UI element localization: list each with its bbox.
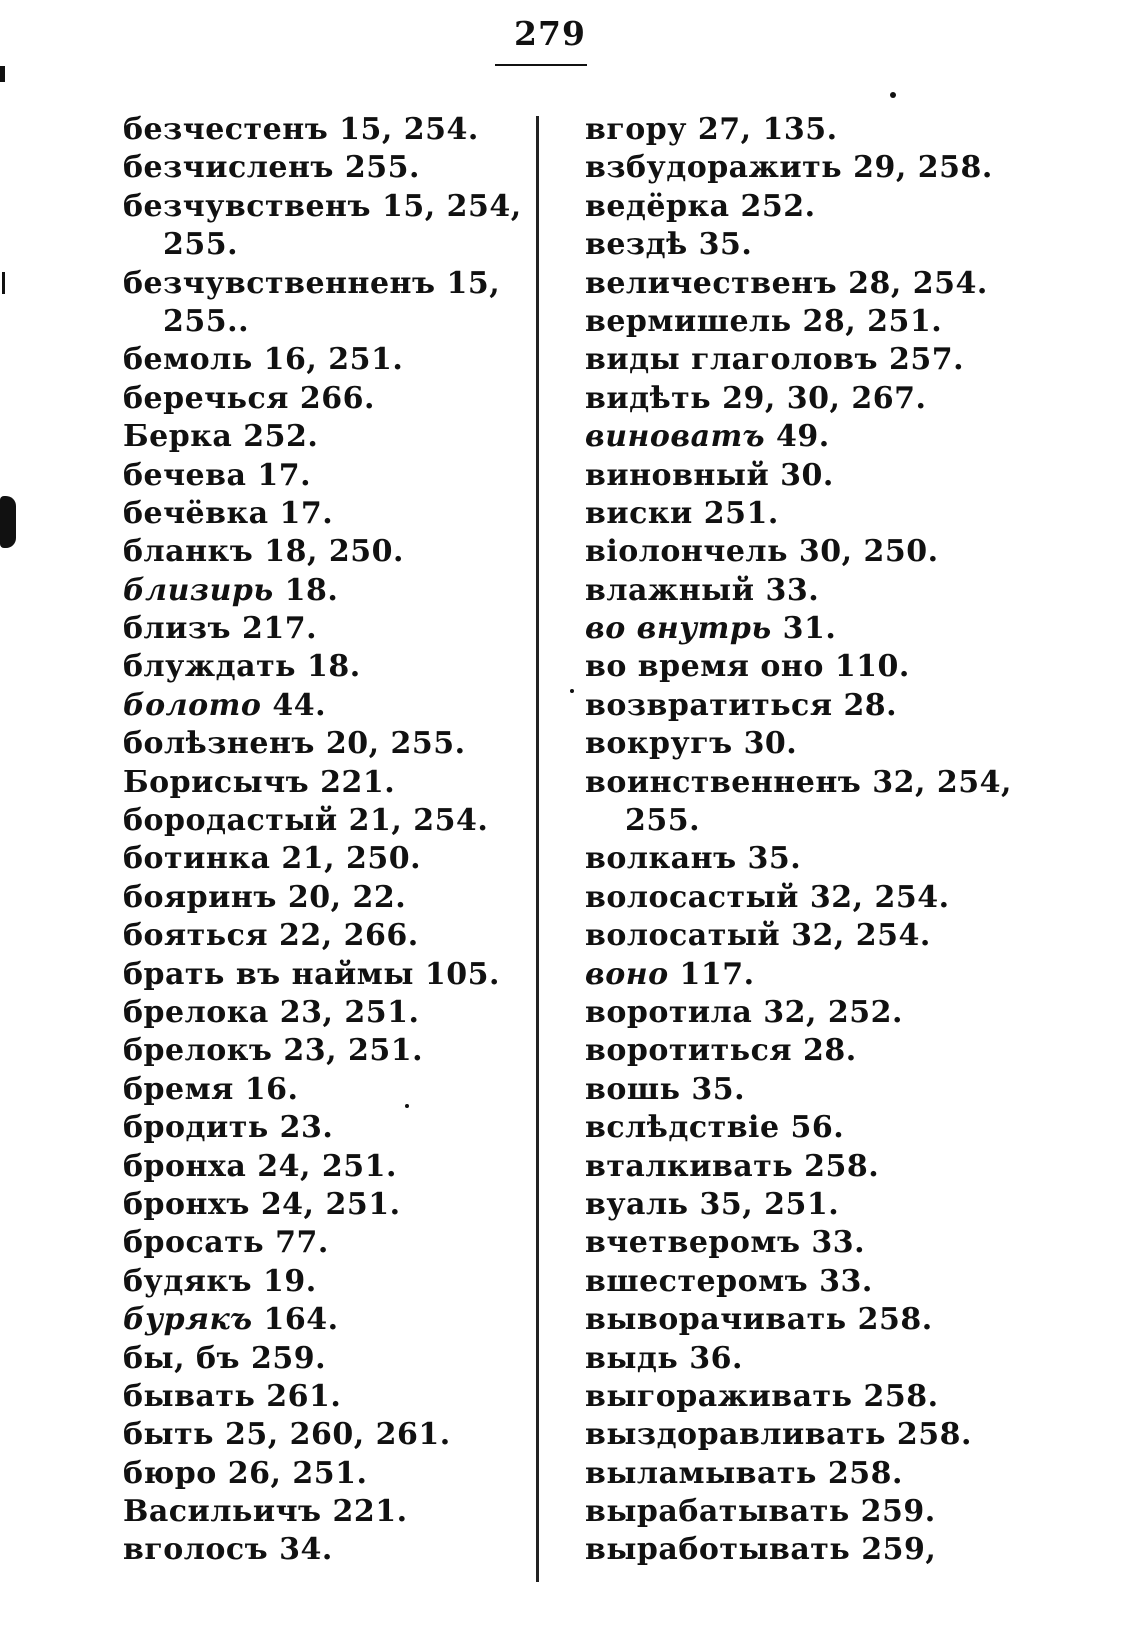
page-references: 259. — [860, 1494, 936, 1530]
index-entry — [585, 610, 1025, 648]
page-references: 221. — [332, 1494, 408, 1530]
index-term: блуждать — [123, 649, 297, 685]
index-entry — [123, 994, 523, 1032]
index-term: вошь — [585, 1071, 681, 1107]
index-entry — [585, 879, 1025, 917]
index-entry — [585, 1455, 1025, 1493]
page-number: 279 — [514, 14, 586, 53]
page-references: 255. — [163, 227, 239, 263]
page-references: 15, 254, — [381, 188, 522, 224]
index-term: выздоравливать — [585, 1417, 886, 1453]
index-entry — [585, 303, 1025, 341]
index-entry — [585, 572, 1025, 610]
index-entry — [123, 840, 523, 878]
index-term: бурякъ — [123, 1302, 253, 1338]
index-entry — [123, 380, 523, 418]
page-references: 23. — [279, 1110, 334, 1146]
index-term: вталкивать — [585, 1148, 794, 1184]
index-entry — [123, 1263, 523, 1301]
index-term: выворачивать — [585, 1302, 847, 1338]
page-references: 25, 260, 261. — [225, 1417, 451, 1453]
index-entry — [123, 226, 523, 264]
index-entry — [123, 149, 523, 187]
page-references: 26, 251. — [227, 1455, 368, 1491]
index-term: вездѣ — [585, 227, 688, 263]
index-term: вслѣдствіе — [585, 1110, 780, 1146]
index-term: брать въ наймы — [123, 956, 414, 992]
index-term: выработывать — [585, 1532, 851, 1568]
index-entry — [123, 764, 523, 802]
index-entry — [123, 495, 523, 533]
page-references: 33. — [765, 572, 820, 608]
index-entry — [585, 533, 1025, 571]
index-entry — [123, 1493, 523, 1531]
index-term: вермишель — [585, 303, 792, 339]
index-entry — [123, 1109, 523, 1147]
page-references: 18. — [284, 572, 339, 608]
index-term: Борисычъ — [123, 764, 310, 800]
index-term: бояться — [123, 918, 269, 954]
page-references: 258. — [896, 1417, 972, 1453]
index-term: бемоль — [123, 342, 253, 378]
binding-mark — [0, 66, 5, 82]
index-entry — [123, 1148, 523, 1186]
index-entry — [123, 572, 523, 610]
index-entry — [585, 764, 1025, 802]
index-entry — [123, 188, 523, 226]
index-term: безчувственненъ — [123, 265, 436, 301]
index-entry — [123, 1032, 523, 1070]
page-references: 24, 251. — [260, 1186, 401, 1222]
index-term: бросать — [123, 1225, 265, 1261]
index-entry — [123, 687, 523, 725]
page-references: 16, 251. — [263, 342, 404, 378]
index-entry — [123, 725, 523, 763]
index-entry — [585, 802, 1025, 840]
index-entry — [123, 1186, 523, 1224]
page-references: 15, — [446, 265, 501, 301]
index-term: воно — [585, 956, 669, 992]
index-term: выдь — [585, 1340, 679, 1376]
page-references: 252. — [243, 419, 319, 455]
index-term: влажный — [585, 572, 755, 608]
index-entry — [123, 1224, 523, 1262]
page-references: 258. — [827, 1455, 903, 1491]
index-term: болото — [123, 687, 262, 723]
index-entry — [585, 1071, 1025, 1109]
index-entry — [585, 341, 1025, 379]
index-entry — [585, 1416, 1025, 1454]
index-entry — [585, 1148, 1025, 1186]
index-entry — [585, 1109, 1025, 1147]
index-entry — [123, 956, 523, 994]
page-references: 32, 254. — [791, 918, 931, 954]
page-references: 32, 252. — [763, 994, 903, 1030]
left-index-column — [123, 111, 523, 1570]
index-entry — [123, 610, 523, 648]
page-references: 19. — [263, 1263, 317, 1299]
page-references: 29, 258. — [853, 150, 993, 186]
page-references: 259. — [250, 1340, 327, 1376]
page-references: 27, 135. — [697, 112, 838, 147]
index-term: воротиться — [585, 1033, 793, 1069]
index-entry — [123, 533, 523, 571]
index-entry — [123, 341, 523, 379]
index-term: бояринъ — [123, 879, 277, 915]
index-term: вголосъ — [123, 1532, 269, 1568]
page-references: 77. — [275, 1225, 329, 1261]
page-references: 24, 251. — [257, 1148, 397, 1184]
page-references: 164. — [263, 1302, 339, 1338]
page-references: 17. — [279, 495, 334, 531]
page-references: 255. — [625, 803, 701, 839]
index-term: безчисленъ — [123, 150, 334, 186]
binding-mark — [0, 496, 16, 548]
index-term: воротила — [585, 994, 753, 1030]
index-entry — [585, 1224, 1025, 1262]
index-entry — [585, 188, 1025, 226]
index-term: виновный — [585, 457, 770, 493]
page-references: 30. — [780, 457, 834, 493]
index-term: брелока — [123, 994, 269, 1030]
page-references: 35. — [691, 1071, 746, 1107]
page-references: 110. — [834, 649, 910, 685]
index-entry — [585, 1032, 1025, 1070]
index-term: вчетверомъ — [585, 1225, 801, 1261]
index-entry — [123, 418, 523, 456]
page-references: 22, 266. — [279, 918, 419, 954]
index-term: бремя — [123, 1071, 234, 1107]
page-references: 35, 251. — [699, 1186, 840, 1222]
index-term: бланкъ — [123, 534, 254, 570]
index-term: бечева — [123, 457, 247, 493]
index-term: вокругъ — [585, 726, 733, 762]
index-term: возвратиться — [585, 687, 833, 723]
index-entry — [585, 265, 1025, 303]
index-term: виноватъ — [585, 419, 766, 455]
index-entry — [123, 1071, 523, 1109]
page-references: 28. — [803, 1033, 857, 1069]
page-references: 257. — [888, 342, 965, 378]
index-term: Васильичъ — [123, 1494, 322, 1530]
index-term: бродить — [123, 1110, 269, 1146]
page-references: 21, 254. — [348, 803, 489, 839]
page-references: 20, 22. — [287, 879, 407, 915]
index-term: вуаль — [585, 1186, 689, 1222]
page-references: 34. — [279, 1532, 333, 1568]
page-references: 18. — [307, 649, 361, 685]
index-term: вырабатывать — [585, 1494, 850, 1530]
page-references: 23, 251. — [279, 994, 420, 1030]
page-references: 32, 254, — [872, 764, 1012, 800]
index-entry — [123, 1340, 523, 1378]
index-term: бы, бъ — [123, 1340, 240, 1376]
page-references: 105. — [424, 956, 500, 992]
page-references: 221. — [320, 764, 396, 800]
page-references: 36. — [689, 1340, 743, 1376]
page-references: 49. — [776, 419, 830, 455]
index-term: ведёрка — [585, 188, 730, 224]
index-entry — [123, 303, 523, 341]
index-term: выгораживать — [585, 1378, 853, 1414]
index-term: выламывать — [585, 1455, 817, 1491]
index-term: быть — [123, 1417, 215, 1453]
page-references: 18, 250. — [264, 534, 404, 570]
index-term: волосастый — [585, 879, 799, 915]
index-entry — [123, 1416, 523, 1454]
index-entry — [585, 1186, 1025, 1224]
page-references: 251. — [703, 495, 779, 531]
index-entry — [585, 1263, 1025, 1301]
print-speck — [405, 1104, 409, 1108]
index-entry — [123, 1531, 523, 1569]
index-term: бечёвка — [123, 495, 269, 531]
index-entry — [585, 1301, 1025, 1339]
index-entry — [585, 111, 1025, 149]
index-term: безчестенъ — [123, 112, 329, 147]
index-term: величественъ — [585, 265, 838, 301]
index-term: ботинка — [123, 841, 271, 877]
page-references: 56. — [790, 1110, 845, 1146]
index-entry — [585, 1493, 1025, 1531]
index-entry — [585, 956, 1025, 994]
index-term: вшестеромъ — [585, 1263, 809, 1299]
index-entry — [585, 418, 1025, 456]
index-term: Берка — [123, 419, 233, 455]
index-term: бюро — [123, 1455, 217, 1491]
page-references: 266. — [299, 380, 375, 416]
binding-mark — [2, 272, 5, 294]
index-entry — [585, 226, 1025, 264]
index-term: болѣзненъ — [123, 726, 315, 762]
index-entry — [585, 457, 1025, 495]
right-index-column — [585, 111, 1025, 1570]
index-entry — [585, 840, 1025, 878]
index-entry — [123, 265, 523, 303]
index-term: видѣть — [585, 380, 712, 416]
print-speck — [890, 92, 896, 98]
index-term: беречься — [123, 380, 289, 416]
page-references: 32, 254. — [809, 879, 950, 915]
index-term: взбудоражить — [585, 150, 843, 186]
index-term: волосатый — [585, 918, 781, 954]
index-term: волканъ — [585, 841, 737, 877]
page-references: 23, 251. — [283, 1033, 424, 1069]
index-entry — [123, 802, 523, 840]
index-entry — [585, 380, 1025, 418]
page-references: 35. — [747, 841, 802, 877]
index-entry — [123, 1301, 523, 1339]
index-term: будякъ — [123, 1263, 253, 1299]
page-references: 33. — [811, 1225, 866, 1261]
index-term: близъ — [123, 611, 232, 647]
page-references: 255. — [344, 150, 420, 186]
page-references: 30. — [743, 726, 798, 762]
index-entry — [585, 1378, 1025, 1416]
index-entry — [585, 725, 1025, 763]
index-term: виски — [585, 495, 693, 531]
page-number-rule — [495, 64, 587, 66]
index-term: вгору — [585, 112, 687, 147]
index-entry — [123, 1455, 523, 1493]
page-references: 31. — [782, 611, 837, 647]
index-term: бывать — [123, 1378, 256, 1414]
page-references: 17. — [257, 457, 312, 493]
page-references: 117. — [679, 956, 755, 992]
index-entry — [585, 149, 1025, 187]
page-references: 44. — [272, 687, 327, 723]
index-entry — [123, 1378, 523, 1416]
index-entry — [585, 495, 1025, 533]
page-references: 255.. — [163, 303, 250, 339]
page-references: 261. — [266, 1378, 342, 1414]
page-references: 28. — [843, 687, 898, 723]
index-term: бронхъ — [123, 1186, 250, 1222]
index-entry — [123, 879, 523, 917]
index-entry — [585, 1340, 1025, 1378]
index-entry — [585, 917, 1025, 955]
index-entry — [585, 1531, 1025, 1569]
index-term: воинственненъ — [585, 764, 862, 800]
index-term: близирь — [123, 572, 274, 608]
index-term: брелокъ — [123, 1033, 273, 1069]
page-references: 15, 254. — [339, 112, 479, 147]
page-references: 259, — [861, 1532, 937, 1568]
index-term: бородастый — [123, 803, 338, 839]
print-speck — [570, 689, 574, 693]
page-references: 217. — [242, 611, 318, 647]
page-references: 258. — [863, 1378, 939, 1414]
page-references: 16. — [244, 1071, 299, 1107]
page-references: 30, 250. — [798, 534, 939, 570]
page-references: 258. — [804, 1148, 880, 1184]
index-term: во внутрь — [585, 611, 772, 647]
index-term: віолончель — [585, 534, 788, 570]
index-entry — [123, 111, 523, 149]
index-term: во время оно — [585, 649, 824, 685]
index-entry — [123, 917, 523, 955]
index-entry — [123, 457, 523, 495]
page-references: 252. — [740, 188, 816, 224]
page-references: 258. — [857, 1302, 933, 1338]
page-references: 33. — [819, 1263, 873, 1299]
index-term: бронха — [123, 1148, 247, 1184]
page-references: 29, 30, 267. — [722, 380, 927, 416]
index-entry — [585, 648, 1025, 686]
page-references: 28, 254. — [848, 265, 988, 301]
index-entry — [585, 687, 1025, 725]
index-term: виды глаголовъ — [585, 342, 878, 378]
index-term: безчувственъ — [123, 188, 372, 224]
column-divider — [536, 116, 539, 1582]
page-references: 28, 251. — [802, 303, 943, 339]
page-references: 20, 255. — [325, 726, 466, 762]
page-references: 21, 250. — [281, 841, 422, 877]
index-entry — [123, 648, 523, 686]
index-entry — [585, 994, 1025, 1032]
page-references: 35. — [698, 227, 753, 263]
